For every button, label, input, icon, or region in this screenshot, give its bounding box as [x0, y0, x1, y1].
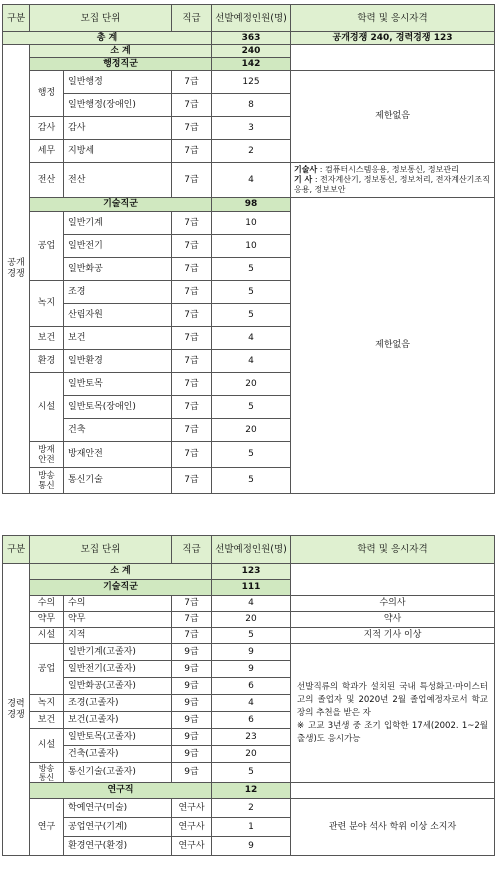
header-qual: 학력 및 응시자격 [291, 5, 495, 32]
it-qual-1-label: 기술사 [294, 165, 318, 174]
row-group: 보건 [30, 327, 64, 350]
row-count: 10 [212, 212, 291, 235]
row-grade: 7급 [172, 442, 212, 468]
row-count: 3 [212, 117, 291, 140]
row-grade: 7급 [172, 163, 212, 198]
row-grade: 9급 [172, 661, 212, 678]
research-qualification: 관련 분야 석사 학위 이상 소지자 [291, 799, 495, 856]
row-grade: 연구사 [172, 799, 212, 818]
row-count: 1 [212, 818, 291, 837]
row-count: 20 [212, 373, 291, 396]
group-tech-label: 기술직군 [30, 580, 212, 596]
row-group: 연구 [30, 799, 64, 856]
group-research-label: 연구직 [30, 783, 212, 799]
row-count: 5 [212, 281, 291, 304]
row-grade: 9급 [172, 763, 212, 783]
row-count: 2 [212, 799, 291, 818]
row-unit: 보건(고졸자) [64, 712, 172, 729]
qual-none: 제한없음 [291, 71, 495, 163]
row-group: 전산 [30, 163, 64, 198]
row-group: 수의 [30, 596, 64, 612]
row-unit: 일반행정(장애인) [64, 94, 172, 117]
row-count: 4 [212, 596, 291, 612]
row-unit: 건축 [64, 419, 172, 442]
row-group: 감사 [30, 117, 64, 140]
section-career: 경력 경쟁 [3, 564, 30, 856]
row-grade: 7급 [172, 304, 212, 327]
row-group: 공업 [30, 212, 64, 281]
row-count: 10 [212, 235, 291, 258]
row-count: 20 [212, 612, 291, 628]
row-grade: 9급 [172, 644, 212, 661]
subtotal-count: 240 [212, 45, 291, 58]
row-unit: 일반전기(고졸자) [64, 661, 172, 678]
row-group: 방송 통신 [30, 763, 64, 783]
row-grade: 9급 [172, 695, 212, 712]
hs-qual-note: ※ 고교 3년생 중 조기 입학한 17세(2002. 1~2월 출생)도 응시가능 [297, 720, 489, 744]
grand-total-qual: 공개경쟁 240, 경력경쟁 123 [291, 32, 495, 45]
group-admin-label: 행정직군 [30, 58, 212, 71]
row-unit: 약무 [64, 612, 172, 628]
row-group: 방송 통신 [30, 468, 64, 494]
row-count: 5 [212, 396, 291, 419]
row-group: 공업 [30, 644, 64, 695]
row-grade: 7급 [172, 396, 212, 419]
row-group: 녹지 [30, 281, 64, 327]
row-group: 방재 안전 [30, 442, 64, 468]
row-count: 20 [212, 419, 291, 442]
row-count: 20 [212, 746, 291, 763]
group-admin-count: 142 [212, 58, 291, 71]
row-count: 23 [212, 729, 291, 746]
row-count: 5 [212, 304, 291, 327]
row-qual: 약사 [291, 612, 495, 628]
row-group: 시설 [30, 628, 64, 644]
it-qual-2-label: 기 사 [294, 175, 313, 184]
header-gubun: 구분 [3, 536, 30, 564]
grand-total-label: 총 계 [3, 32, 212, 45]
row-unit: 지적 [64, 628, 172, 644]
group-tech-count: 98 [212, 198, 291, 212]
row-count: 4 [212, 695, 291, 712]
row-qual: 수의사 [291, 596, 495, 612]
section-open: 공개 경쟁 [3, 45, 30, 494]
row-grade: 7급 [172, 94, 212, 117]
row-count: 8 [212, 94, 291, 117]
row-grade: 7급 [172, 235, 212, 258]
row-grade: 7급 [172, 281, 212, 304]
row-unit: 조경(고졸자) [64, 695, 172, 712]
row-unit: 일반토목(장애인) [64, 396, 172, 419]
row-unit: 감사 [64, 117, 172, 140]
row-count: 5 [212, 628, 291, 644]
row-unit: 일반기계 [64, 212, 172, 235]
row-unit: 일반행정 [64, 71, 172, 94]
row-unit: 일반토목 [64, 373, 172, 396]
group-tech-count: 111 [212, 580, 291, 596]
row-count: 125 [212, 71, 291, 94]
row-grade: 7급 [172, 140, 212, 163]
row-count: 4 [212, 163, 291, 198]
row-count: 5 [212, 468, 291, 494]
group-research-count: 12 [212, 783, 291, 799]
header-unit: 모집 단위 [30, 536, 172, 564]
row-grade: 7급 [172, 327, 212, 350]
row-unit: 일반화공(고졸자) [64, 678, 172, 695]
row-unit: 공업연구(기계) [64, 818, 172, 837]
row-group: 시설 [30, 373, 64, 442]
row-qual: 지적 기사 이상 [291, 628, 495, 644]
row-grade: 7급 [172, 628, 212, 644]
row-grade: 7급 [172, 419, 212, 442]
row-count: 2 [212, 140, 291, 163]
row-unit: 환경연구(환경) [64, 837, 172, 856]
row-grade: 9급 [172, 678, 212, 695]
row-group: 환경 [30, 350, 64, 373]
subtotal-label: 소 계 [30, 45, 212, 58]
row-unit: 전산 [64, 163, 172, 198]
row-grade: 연구사 [172, 818, 212, 837]
it-qual-2-text: : 전자계산기, 정보통신, 정보처리, 전자계산기조직응용, 정보보안 [294, 175, 490, 194]
header-gubun: 구분 [3, 5, 30, 32]
header-grade: 직급 [172, 5, 212, 32]
it-qualification [291, 163, 495, 198]
row-unit: 방재안전 [64, 442, 172, 468]
subtotal-count: 123 [212, 564, 291, 580]
hs-qualification [291, 644, 495, 783]
row-grade: 9급 [172, 712, 212, 729]
hs-qual-text: 선발직류의 학과가 설치된 국내 특성화고·마이스터고의 졸업자 및 2020년 2월 졸업예정자로서 학교장의 추천을 받은 자 [297, 681, 489, 718]
row-grade: 연구사 [172, 837, 212, 856]
row-grade: 7급 [172, 612, 212, 628]
row-group: 세무 [30, 140, 64, 163]
grand-total-count: 363 [212, 32, 291, 45]
row-grade: 7급 [172, 468, 212, 494]
row-grade: 7급 [172, 212, 212, 235]
row-group: 녹지 [30, 695, 64, 712]
row-group: 행정 [30, 71, 64, 117]
row-count: 5 [212, 763, 291, 783]
row-unit: 학예연구(미술) [64, 799, 172, 818]
row-count: 5 [212, 258, 291, 281]
row-count: 4 [212, 350, 291, 373]
row-grade: 7급 [172, 596, 212, 612]
row-count: 5 [212, 442, 291, 468]
row-unit: 통신기술(고졸자) [64, 763, 172, 783]
row-count: 9 [212, 644, 291, 661]
row-count: 9 [212, 661, 291, 678]
row-group: 시설 [30, 729, 64, 763]
row-unit: 건축(고졸자) [64, 746, 172, 763]
row-count: 6 [212, 712, 291, 729]
header-qual: 학력 및 응시자격 [291, 536, 495, 564]
row-unit: 일반기계(고졸자) [64, 644, 172, 661]
recruitment-table-open [2, 4, 495, 494]
row-unit: 일반화공 [64, 258, 172, 281]
row-unit: 일반환경 [64, 350, 172, 373]
row-grade: 9급 [172, 729, 212, 746]
row-grade: 7급 [172, 373, 212, 396]
row-unit: 일반토목(고졸자) [64, 729, 172, 746]
row-count: 9 [212, 837, 291, 856]
it-qual-1-text: : 컴퓨터시스템응용, 정보통신, 정보관리 [319, 165, 459, 174]
header-count: 선발예정인원(명) [212, 536, 291, 564]
row-unit: 조경 [64, 281, 172, 304]
header-unit: 모집 단위 [30, 5, 172, 32]
header-grade: 직급 [172, 536, 212, 564]
group-tech-label: 기술직군 [30, 198, 212, 212]
row-unit: 산림자원 [64, 304, 172, 327]
row-grade: 9급 [172, 746, 212, 763]
row-grade: 7급 [172, 71, 212, 94]
row-unit: 수의 [64, 596, 172, 612]
subtotal-label: 소 계 [30, 564, 212, 580]
row-unit: 지방세 [64, 140, 172, 163]
row-grade: 7급 [172, 350, 212, 373]
row-count: 4 [212, 327, 291, 350]
row-group: 약무 [30, 612, 64, 628]
row-unit: 보건 [64, 327, 172, 350]
row-group: 보건 [30, 712, 64, 729]
qual-none: 제한없음 [291, 198, 495, 494]
header-count: 선발예정인원(명) [212, 5, 291, 32]
row-grade: 7급 [172, 117, 212, 140]
recruitment-table-career [2, 535, 495, 856]
row-grade: 7급 [172, 258, 212, 281]
row-unit: 통신기술 [64, 468, 172, 494]
row-count: 6 [212, 678, 291, 695]
row-unit: 일반전기 [64, 235, 172, 258]
